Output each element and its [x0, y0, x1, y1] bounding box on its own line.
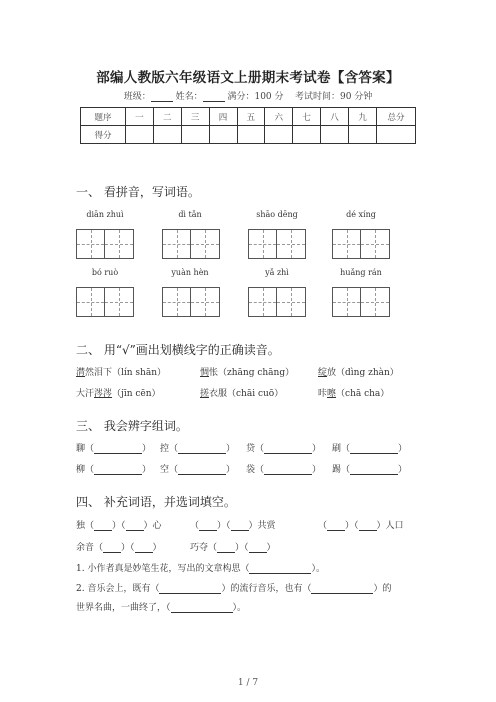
- answer-blank[interactable]: [264, 465, 312, 475]
- grid-cell[interactable]: [191, 288, 219, 316]
- word-char: 刷（: [332, 444, 351, 454]
- pinyin-label: huǎng rán: [340, 268, 382, 277]
- section-3-title: 三、 我会辨字组词。: [76, 419, 188, 433]
- question-text: 1. 小作者真是妙笔生花，写出的文章构思（: [76, 564, 250, 574]
- answer-blank[interactable]: [350, 444, 398, 454]
- question-text: ）的流行音乐，也有（: [221, 584, 312, 594]
- pinyin-label: shāo dēng: [256, 210, 298, 219]
- item-text: （jīn cēn）: [112, 389, 161, 399]
- idiom-text: ）（: [217, 521, 231, 531]
- word-char: 袋（: [246, 465, 265, 475]
- answer-blank[interactable]: [94, 444, 142, 454]
- pinyin-label: diān zhuì: [86, 210, 124, 219]
- writing-grid[interactable]: [248, 287, 306, 317]
- writing-grid[interactable]: [162, 287, 220, 317]
- grid-cell[interactable]: [163, 288, 191, 316]
- answer-blank[interactable]: [178, 444, 226, 454]
- grid-cell[interactable]: [77, 230, 105, 258]
- idiom-line-1b: [190, 518, 276, 531]
- word-item: [246, 462, 321, 475]
- item-text: 放（dìng zhàn）: [327, 368, 399, 378]
- grid-cell[interactable]: [105, 230, 133, 258]
- table-cell: 四: [209, 108, 237, 126]
- score-cell[interactable]: [153, 126, 181, 144]
- answer-blank[interactable]: [171, 603, 233, 613]
- word-char: 控（: [160, 444, 179, 454]
- answer-blank[interactable]: [94, 521, 112, 531]
- idiom-text: ）人口: [376, 521, 404, 531]
- idiom-text: ）（: [345, 521, 359, 531]
- class-label: 班级：: [123, 92, 151, 102]
- underlined-char: 惆: [200, 368, 210, 378]
- answer-blank[interactable]: [350, 465, 398, 475]
- word-item: [76, 462, 151, 475]
- paren-close: ）: [312, 465, 322, 475]
- idiom-text: （: [190, 521, 200, 531]
- word-char: 柳（: [76, 465, 95, 475]
- word-item: [160, 462, 235, 475]
- word-item: [76, 441, 151, 454]
- underlined-char: 搓: [200, 389, 210, 399]
- question-text: ）。: [311, 564, 325, 574]
- reading-item: [200, 365, 294, 378]
- writing-grid[interactable]: [76, 229, 134, 259]
- answer-blank[interactable]: [159, 584, 221, 594]
- answer-blank[interactable]: [126, 521, 144, 531]
- table-cell: 题序: [81, 108, 126, 126]
- section-4-title: 四、 补充词语，并选词填空。: [76, 495, 236, 509]
- table-cell: 六: [265, 108, 293, 126]
- table-cell: 七: [293, 108, 321, 126]
- underlined-char: 嚓: [327, 389, 337, 399]
- grid-cell[interactable]: [277, 230, 305, 258]
- word-item: [332, 441, 407, 454]
- table-cell: 八: [321, 108, 349, 126]
- word-char: 空（: [160, 465, 179, 475]
- writing-grid[interactable]: [76, 287, 134, 317]
- pinyin-label: bó ruò: [91, 268, 119, 277]
- reading-item: [200, 386, 283, 399]
- writing-grid[interactable]: [248, 229, 306, 259]
- table-cell: 九: [349, 108, 377, 126]
- reading-item: [76, 365, 166, 378]
- reading-item: [318, 386, 389, 399]
- word-char: 贷（: [246, 444, 265, 454]
- item-text: 怅（zhāng chāng）: [209, 368, 295, 378]
- answer-blank[interactable]: [249, 564, 311, 574]
- table-cell: 一: [126, 108, 154, 126]
- score-cell[interactable]: [209, 126, 237, 144]
- idiom-line-2: [76, 540, 162, 553]
- score-table-score-row: [81, 126, 416, 144]
- answer-blank[interactable]: [359, 521, 377, 531]
- score-cell[interactable]: [377, 126, 416, 144]
- answer-blank[interactable]: [178, 465, 226, 475]
- word-item: [332, 462, 407, 475]
- item-text: 咔: [318, 389, 328, 399]
- writing-grid[interactable]: [332, 287, 390, 317]
- question-text: 2. 音乐会上，既有（: [76, 584, 160, 594]
- question-text: ）的: [373, 584, 392, 594]
- idiom-line-2b: [190, 540, 276, 553]
- paren-close: ）: [226, 465, 236, 475]
- answer-blank[interactable]: [311, 584, 373, 594]
- idiom-text: ）共赏: [248, 521, 276, 531]
- score-table-header-row: [81, 108, 416, 126]
- question-text: 世界名曲，一曲终了，（: [76, 603, 171, 613]
- grid-cell[interactable]: [249, 230, 277, 258]
- word-item: [160, 441, 235, 454]
- score-cell[interactable]: [126, 126, 154, 144]
- class-blank[interactable]: [151, 92, 173, 102]
- answer-blank[interactable]: [135, 543, 153, 553]
- idiom-text: ）: [266, 543, 276, 553]
- answer-blank[interactable]: [264, 444, 312, 454]
- answer-blank[interactable]: [217, 543, 235, 553]
- writing-grid[interactable]: [332, 229, 390, 259]
- table-cell: 总分: [377, 108, 416, 126]
- score-cell[interactable]: [321, 126, 349, 144]
- idiom-line-1: [76, 518, 162, 531]
- paren-close: ）: [142, 465, 152, 475]
- question-text: ）。: [232, 603, 247, 613]
- pinyin-label: yuàn hèn: [171, 268, 209, 277]
- reading-item: [318, 365, 399, 378]
- item-text: （chā cha）: [336, 389, 390, 399]
- table-cell: 五: [237, 108, 265, 126]
- item-text: 大汗: [76, 389, 95, 399]
- page-number: 1 / 7: [237, 678, 259, 688]
- grid-cell[interactable]: [333, 230, 361, 258]
- score-cell[interactable]: [265, 126, 293, 144]
- answer-blank[interactable]: [231, 521, 249, 531]
- question-2-cont: [76, 600, 246, 613]
- answer-blank[interactable]: [94, 465, 142, 475]
- paren-close: ）: [142, 444, 152, 454]
- section-2-title: 二、 用“√”画出划横线字的正确读音。: [76, 343, 280, 357]
- word-char: 踢（: [332, 465, 351, 475]
- grid-cell[interactable]: [163, 230, 191, 258]
- question-2: [76, 581, 391, 594]
- pinyin-label: yǎ zhì: [265, 268, 289, 277]
- idiom-text: 余音（: [76, 543, 104, 553]
- grid-cell[interactable]: [333, 288, 361, 316]
- idiom-text: ）心: [143, 521, 162, 531]
- paren-close: ）: [312, 444, 322, 454]
- exam-time: 考试时间：90 分钟: [294, 92, 373, 102]
- item-text: 然泪下（lín shān）: [85, 368, 167, 378]
- score-cell[interactable]: [237, 126, 265, 144]
- underlined-char: 绽: [318, 368, 328, 378]
- grid-cell[interactable]: [105, 288, 133, 316]
- idiom-text: ）（: [235, 543, 249, 553]
- underlined-char: 潸: [76, 368, 86, 378]
- idiom-text: 巧夺（: [190, 543, 218, 553]
- word-char: 聊（: [76, 444, 95, 454]
- table-cell: 二: [153, 108, 181, 126]
- grid-cell[interactable]: [361, 288, 389, 316]
- score-cell[interactable]: [181, 126, 209, 144]
- question-1: [76, 561, 325, 574]
- score-cell[interactable]: [293, 126, 321, 144]
- exam-meta: [0, 89, 496, 102]
- score-table: [80, 107, 416, 144]
- page-title: 部编人教版六年级语文上册期末考试卷【含答案】: [96, 70, 400, 86]
- grid-cell[interactable]: [249, 288, 277, 316]
- score-cell[interactable]: [349, 126, 377, 144]
- idiom-text: ）（: [112, 521, 126, 531]
- reading-item: [76, 386, 161, 399]
- pinyin-label: dé xíng: [346, 210, 376, 219]
- word-item: [246, 441, 321, 454]
- grid-cell[interactable]: [277, 288, 305, 316]
- paren-close: ）: [226, 444, 236, 454]
- item-text: 衣服（chāi cuō）: [209, 389, 284, 399]
- answer-blank[interactable]: [327, 521, 345, 531]
- idiom-text: （: [318, 521, 328, 531]
- name-label: 姓名：: [175, 92, 203, 102]
- paren-close: ）: [398, 465, 408, 475]
- section-1-title: 一、 看拼音，写词语。: [76, 185, 200, 199]
- table-cell: 三: [181, 108, 209, 126]
- pinyin-label: dì tǎn: [178, 210, 202, 219]
- grid-cell[interactable]: [361, 230, 389, 258]
- table-cell: 得分: [81, 126, 126, 144]
- answer-blank[interactable]: [199, 521, 217, 531]
- idiom-text: ）（: [121, 543, 135, 553]
- answer-blank[interactable]: [103, 543, 121, 553]
- idiom-text: 独（: [76, 521, 95, 531]
- grid-cell[interactable]: [191, 230, 219, 258]
- writing-grid[interactable]: [162, 229, 220, 259]
- name-blank[interactable]: [203, 92, 225, 102]
- answer-blank[interactable]: [249, 543, 267, 553]
- grid-cell[interactable]: [77, 288, 105, 316]
- full-score: 满分：100 分: [227, 92, 284, 102]
- paren-close: ）: [398, 444, 408, 454]
- underlined-char: 涔涔: [94, 389, 113, 399]
- idiom-line-1c: [318, 518, 404, 531]
- idiom-text: ）: [152, 543, 162, 553]
